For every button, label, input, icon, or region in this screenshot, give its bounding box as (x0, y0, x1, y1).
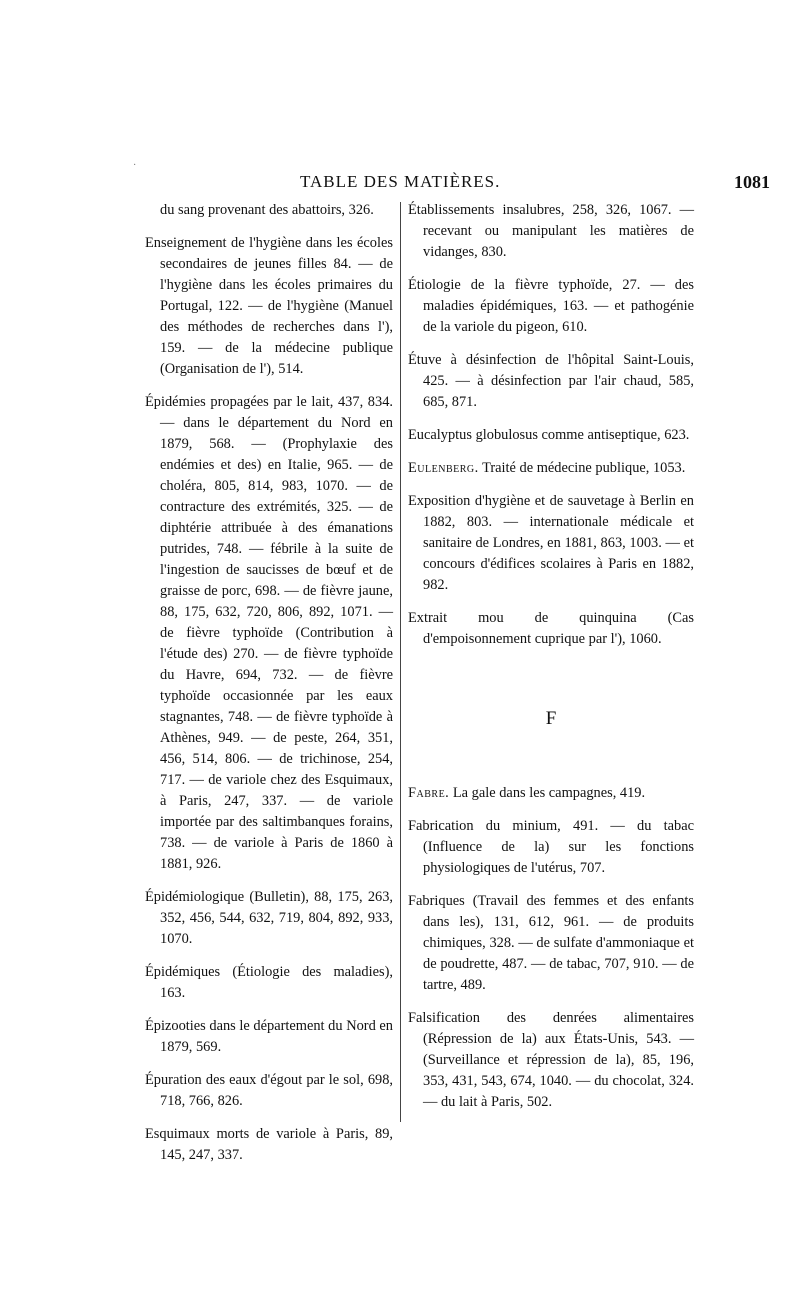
entry-heading: Épizooties (145, 1018, 206, 1034)
entry-heading: Eucalyptus (408, 427, 472, 443)
index-entry (408, 816, 694, 879)
entry-heading: Fabriques (408, 893, 465, 909)
entry-heading: Enseignement (145, 235, 227, 251)
index-entry (408, 350, 694, 413)
entry-text: La gale dans les campagnes, 419. (452, 785, 646, 801)
entry-text: Traité de médecine publique, 1053. (482, 460, 686, 476)
column-divider (400, 202, 401, 1122)
entry-text: dans le département du Nord en 1879, 569. (160, 1018, 393, 1055)
index-entry (145, 1016, 393, 1058)
entry-text: globulosus comme antiseptique, 623. (475, 427, 690, 443)
entry-heading: Falsification (408, 1010, 480, 1026)
margin-mark: · (133, 160, 137, 171)
entry-heading: Étuve (408, 352, 442, 368)
entry-text: (Étiologie des maladies), 163. (160, 964, 393, 1001)
section-letter: F (545, 708, 557, 729)
entry-heading: Exposition (408, 493, 471, 509)
entry-heading: Épidémiologique (145, 889, 245, 905)
entry-heading: Esquimaux (145, 1126, 210, 1142)
entry-text: (Bulletin), 88, 175, 263, 352, 456, 544, 632, 719, 804, 892, 933, 1070. (160, 889, 393, 947)
index-entry (145, 1070, 393, 1112)
left-column (145, 200, 393, 1178)
entry-heading: Épuration (145, 1072, 202, 1088)
entry-text: (Travail des femmes et des enfants dans les), 131, 612, 961. — de produits chimiques, 328. — de sulfate d'ammoniaque et de poudrette, 487. — de tabac, 707, 910. — de tartre, 489. (423, 893, 694, 993)
entry-text: du sang provenant des abattoirs, 326. (160, 202, 374, 218)
entry-heading: Fabre. (408, 785, 450, 801)
entry-heading: Étiologie (408, 277, 461, 293)
entry-text: des denrées alimentaires (Répression de la) aux États-Unis, 543. — (Surveillance et répression de la), 85, 196, 353, 431, 543, 674, 1040. — du chocolat, 324. — du lait à Paris, 502. (423, 1010, 694, 1110)
index-entry (408, 608, 694, 650)
entry-heading: Épidémies (145, 394, 206, 410)
entry-text: insalubres, 258, 326, 1067. — recevant ou manipulant les matières de vidanges, 830. (423, 202, 694, 260)
index-entry (408, 275, 694, 338)
entry-heading: Épidémiques (145, 964, 221, 980)
entry-text: d'hygiène et de sauvetage à Berlin en 1882, 803. — internationale médicale et sanitaire de Londres, en 1881, 863, 1003. — et concours d'édifices scolaires à Paris en 1882, 982. (423, 493, 694, 593)
entry-text: morts de variole à Paris, 89, 145, 247, 337. (160, 1126, 393, 1163)
page-number: 1081 (734, 172, 770, 192)
entry-text: mou de quinquina (Cas d'empoisonnement cuprique par l'), 1060. (423, 610, 694, 647)
index-entry (408, 200, 694, 263)
entry-text: propagées par le lait, 437, 834. — dans le département du Nord en 1879, 568. — (Prophylaxie des endémies et des) en Italie, 965. — de choléra, 805, 814, 983, 1070. — de contracture des extrémités, 325. — de diphtérie attribuée à des émanations putrides, 748. — fébrile à la suite de l'ingestion de saucisses de bœuf et de graisse de porc, 698. — de fièvre jaune, 88, 175, 632, 720, 806, 892, 1071. — de fièvre typhoïde (Contribution à l'étude des) 270. — de fièvre typhoïde du Havre, 694, 732. — de fièvre typhoïde occasionnée par les eaux stagnantes, 748. — de fièvre typhoïde à Athènes, 949. — de peste, 264, 351, 456, 514, 806. — de trichinose, 254, 717. — de variole chez des Esquimaux, à Paris, 247, 337. — de variole importée par des saltimbanques forains, 738. — de variole à Paris de 1860 à 1881, 926. (160, 394, 393, 872)
right-column (408, 200, 694, 1125)
entry-heading: Eulenberg. (408, 460, 479, 476)
index-entry (408, 1008, 694, 1113)
index-entry (145, 392, 393, 875)
index-entry (145, 200, 393, 221)
index-entry (145, 962, 393, 1004)
index-entry (408, 891, 694, 996)
running-title: TABLE DES MATIÈRES. (300, 172, 501, 191)
index-entry (408, 458, 694, 479)
index-entry (145, 233, 393, 380)
entry-text: du minium, 491. — du tabac (Influence de la) sur les fonctions physiologiques de l'utérus, 707. (423, 818, 694, 876)
index-entry (408, 783, 694, 804)
index-entry (145, 887, 393, 950)
entry-text: de l'hygiène dans les écoles secondaires de jeunes filles 84. — de l'hygiène dans les écoles primaires du Portugal, 122. — de l'hygiène (Manuel des méthodes de recherches dans l'), 159. — de la médecine publique (Organisation de l'), 514. (160, 235, 393, 377)
entry-text: de la fièvre typhoïde, 27. — des maladies épidémiques, 163. — et pathogénie de la variole du pigeon, 610. (423, 277, 694, 335)
entry-text: à désinfection de l'hôpital Saint-Louis, 425. — à désinfection par l'air chaud, 585, 685, 871. (423, 352, 694, 410)
index-entry (408, 491, 694, 596)
entry-heading: Établissements (408, 202, 495, 218)
entry-text: des eaux d'égout par le sol, 698, 718, 766, 826. (160, 1072, 393, 1109)
entry-heading: Fabrication (408, 818, 474, 834)
index-entry (145, 1124, 393, 1166)
index-entry (408, 425, 694, 446)
entry-heading: Extrait (408, 610, 448, 626)
